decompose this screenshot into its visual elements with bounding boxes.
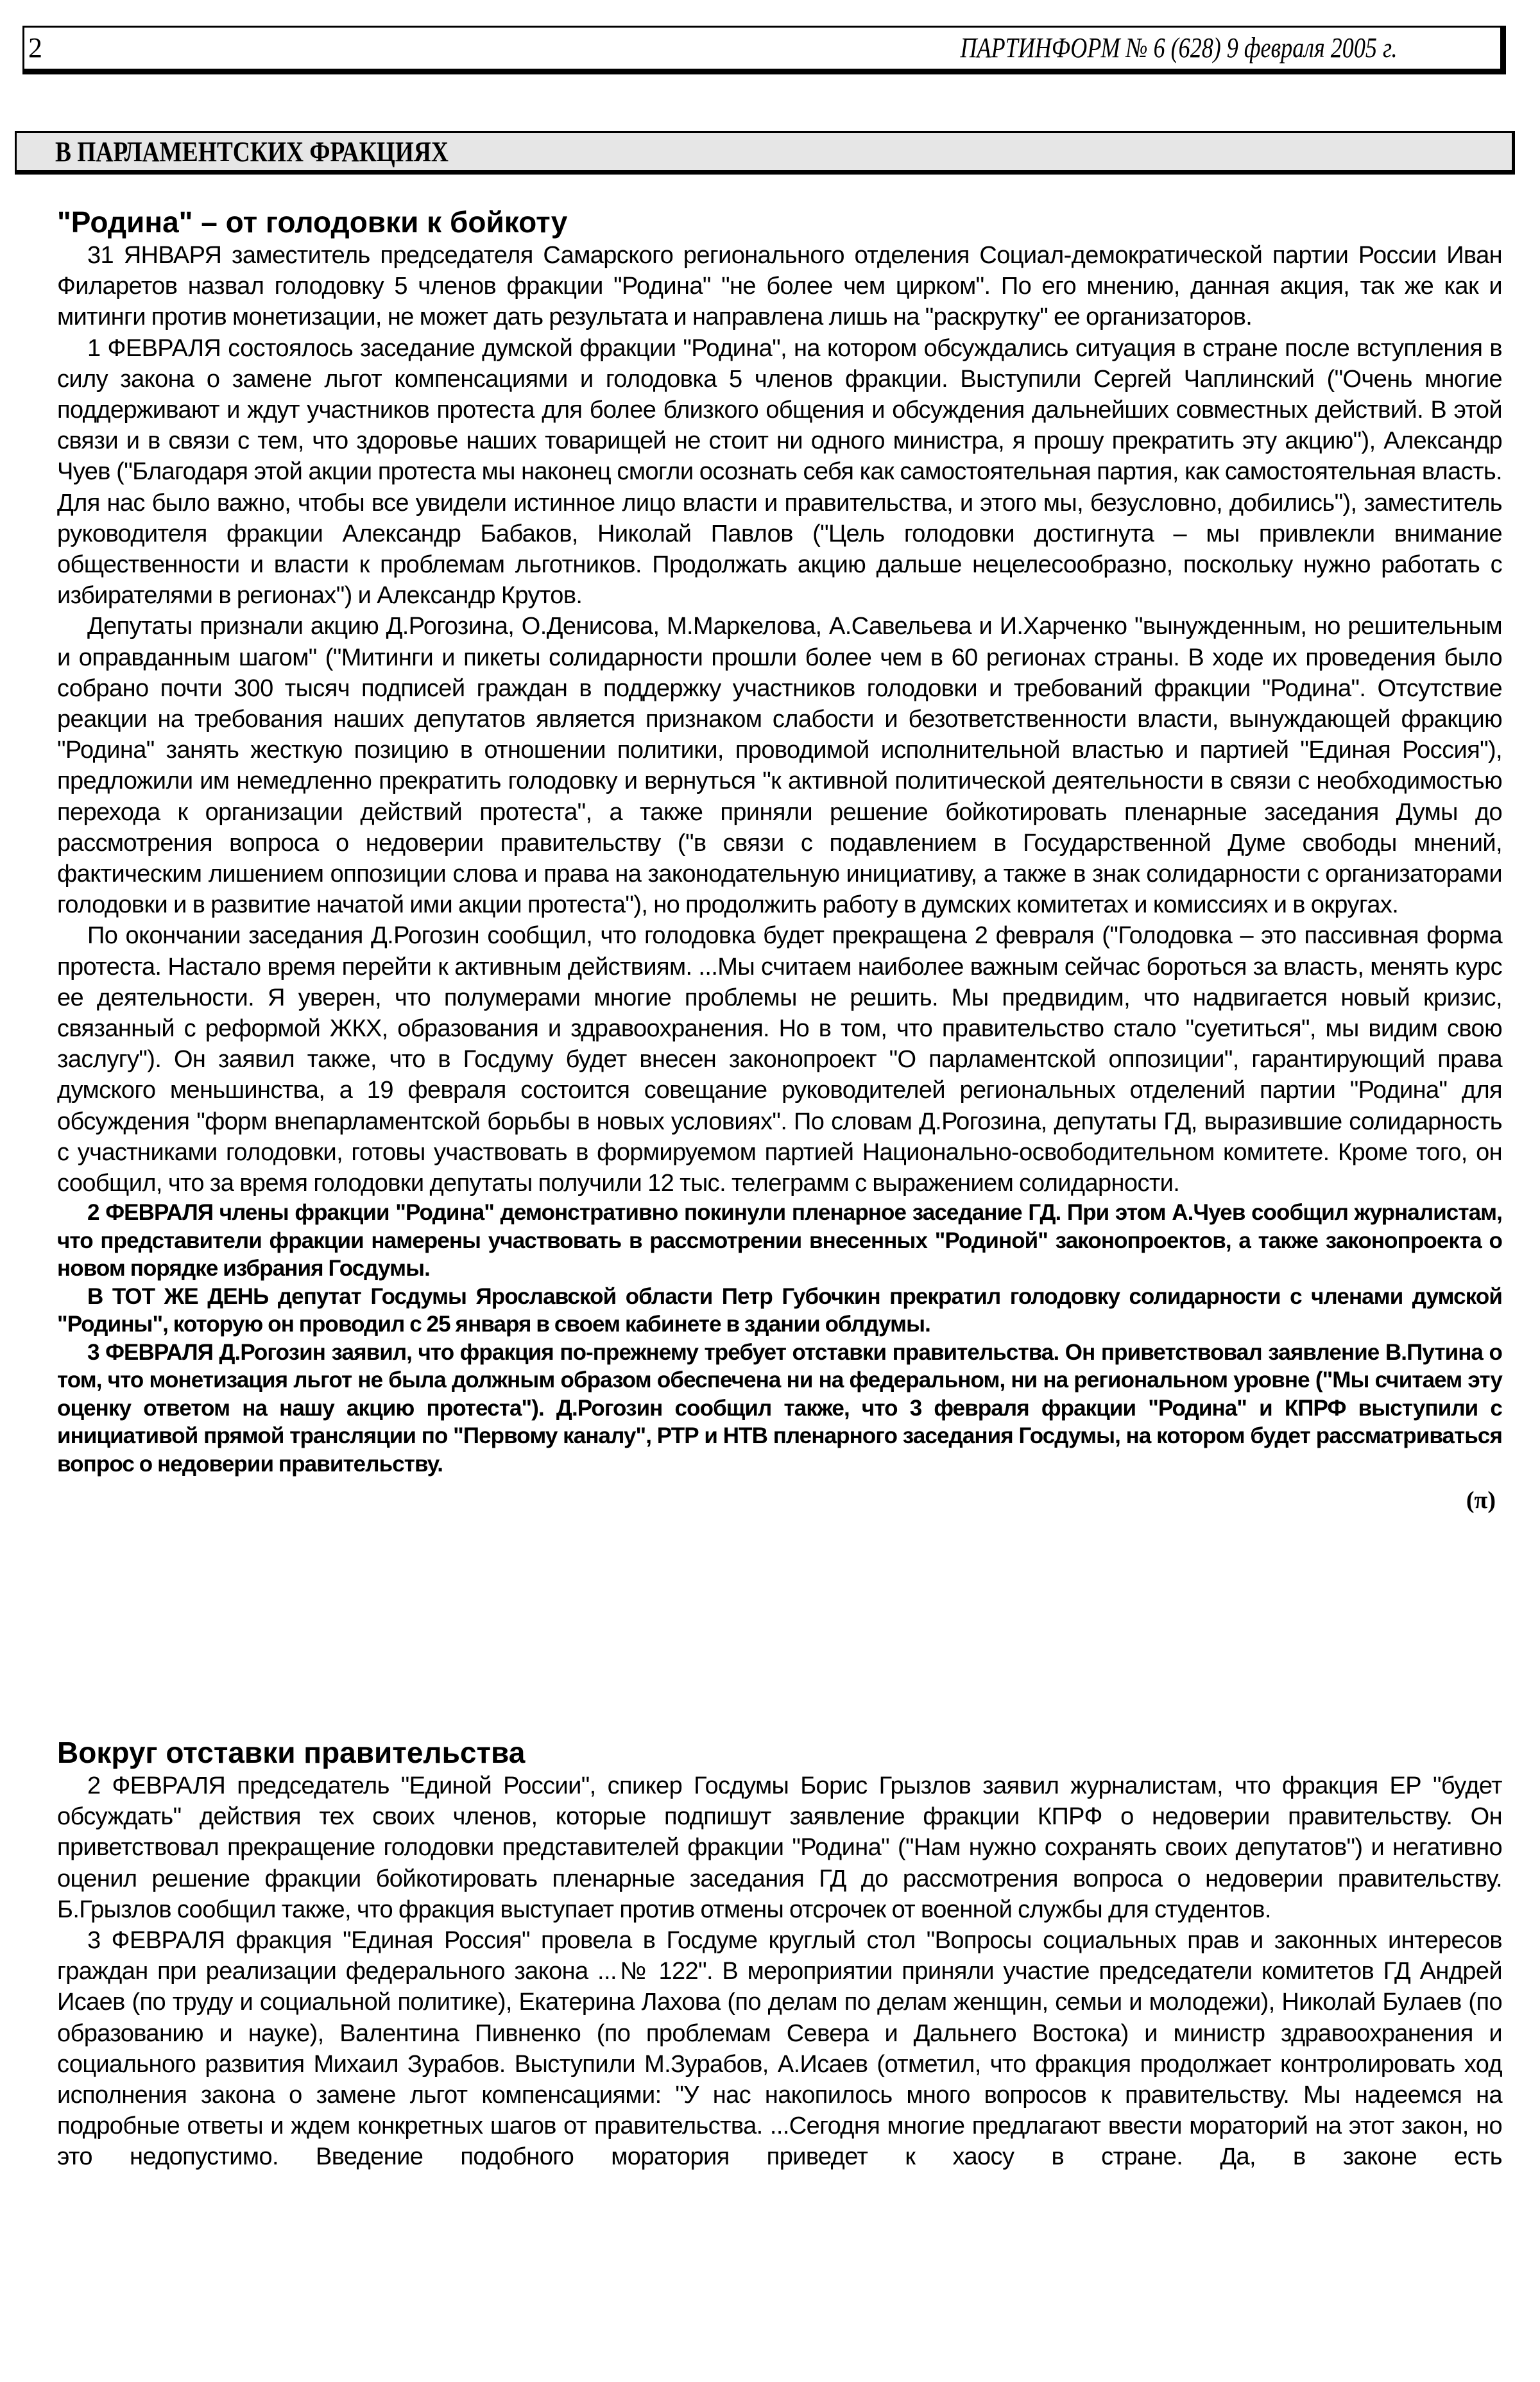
section-bar: [15, 131, 1515, 175]
bold-paragraph: 3 ФЕВРАЛЯ Д.Рогозин заявил, что фракция по-прежнему требует отставки правительства. Он приветствовал заявление В.Путина о том, что монетизация льгот не была должным образом обеспечена ни на федеральном, ни на региональном уровне ("Мы считаем эту оценку ответом на нашу акцию протеста"). Д.Рогозин сообщил также, что 3 февраля фракции "Родина" и КПРФ выступили с инициативой прямой трансляции по "Первому каналу", РТР и НТВ пленарного заседания Госдумы, на котором будет рассматриваться вопрос о недоверии правительству.: [57, 1339, 1502, 1477]
paragraph: Депутаты признали акцию Д.Рогозина, О.Денисова, М.Маркелова, А.Савельева и И.Харченко "вынужденным, но решительным и оправданным шагом" ("Митинги и пикеты солидарности прошли более чем в 60 регионах страны. В ходе их проведения было собрано почти 300 тысяч подписей граждан в поддержку участников голодовки и требований фракции "Родина". Отсутствие реакции на требования наших депутатов является признаком слабости и безответственности власти, вынуждающей фракцию "Родина" занять жесткую позицию в отношении политики, проводимой исполнительной властью и партией "Единая Россия"), предложили им немедленно прекратить голодовку и вернуться "к активной политической деятельности в связи с необходимостью перехода к организации действий протеста", а также приняли решение бойкотировать пленарные заседания Думы до рассмотрения вопроса о недоверии правительству ("в связи с подавлением в Государственной Думе свободы мнений, фактическим лишением оппозиции слова и права на законодательную инициативу, а также в знак солидарности с организаторами голодовки и в развитие начатой ими акции протеста"), но продолжить работу в думских комитетах и комиссиях и в округах.: [57, 613, 1502, 919]
article-government-resignation: [57, 1735, 1502, 2173]
article-rodina: [57, 204, 1502, 1523]
bold-paragraph: В ТОТ ЖЕ ДЕНЬ депутат Госдумы Ярославской области Петр Губочкин прекратил голодовку солидарности с членами думской "Родины", которую он проводил с 25 января в своем кабинете в здании облдумы.: [57, 1283, 1502, 1337]
article-title: Вокруг отставки правительства: [57, 1736, 526, 1769]
paragraph: 2 ФЕВРАЛЯ председатель "Единой России", спикер Госдумы Борис Грызлов заявил журналистам, что фракция ЕР "будет обсуждать" действия тех своих членов, которые подпишут заявление фракции КПРФ о недоверии правительству. Он приветствовал прекращение голодовки представителей фракции "Родина" ("Нам нужно сохранять своих депутатов") и негативно оценил решение фракции бойкотировать пленарные заседания ГД до рассмотрения вопроса о недоверии правительству. Б.Грызлов сообщил также, что фракция выступает против отмены отсрочек от военной службы для студентов.: [57, 1772, 1502, 1923]
page-header: [22, 26, 1506, 74]
author-signature: (π): [1466, 1487, 1496, 1514]
section-title: В ПАРЛАМЕНТСКИХ ФРАКЦИЯХ: [55, 136, 449, 167]
publication-title: ПАРТИНФОРМ № 6 (628) 9 февраля 2005 г.: [960, 32, 1398, 64]
article-title: "Родина" – от голодовки к бойкоту: [57, 205, 568, 239]
paragraph: 3 ФЕВРАЛЯ фракция "Единая Россия" провела в Госдуме круглый стол "Вопросы социальных прав и законных интересов граждан при реализации федерального закона ...№ 122". В мероприятии приняли участие председатели комитетов ГД Андрей Исаев (по труду и социальной политике), Екатерина Лахова (по делам по делам женщин, семьи и молодежи), Николай Булаев (по образованию и науке), Валентина Пивненко (по проблемам Севера и Дальнего Востока) и министр здравоохранения и социального развития Михаил Зурабов. Выступили М.Зурабов, А.Исаев (отметил, что фракция продолжает контролировать ход исполнения закона о замене льгот компенсациями: "У нас накопилось много вопросов к правительству. Мы надеемся на подробные ответы и ждем конкретных шагов от правительства. ...Сегодня многие предлагают ввести мораторий на этот закон, но это недопустимо. Введение подобного моратория приведет к хаосу в стране. Да, в законе есть: [57, 1927, 1502, 2171]
bold-paragraph: 2 ФЕВРАЛЯ члены фракции "Родина" демонстративно покинули пленарное заседание ГД. При этом А.Чуев сообщил журналистам, что представители фракции намерены участвовать в рассмотрении внесенных "Родиной" законопроектов, а также законопроекта о новом порядке избрания Госдумы.: [57, 1200, 1502, 1281]
paragraph: 31 ЯНВАРЯ заместитель председателя Самарского регионального отделения Социал-демократической партии России Иван Филаретов назвал голодовку 5 членов фракции "Родина" "не более чем цирком". По его мнению, данная акция, так же как и митинги против монетизации, не может дать результата и направлена лишь на "раскрутку" ее организаторов.: [57, 242, 1502, 331]
page-number: 2: [28, 32, 42, 64]
paragraph: По окончании заседания Д.Рогозин сообщил, что голодовка будет прекращена 2 февраля ("Голодовка – это пассивная форма протеста. Настало время перейти к активным действиям. ...Мы считаем наиболее важным сейчас бороться за власть, менять курс ее деятельности. Я уверен, что полумерами многие проблемы не решить. Мы предвидим, что надвигается новый кризис, связанный с реформой ЖКХ, образования и здравоохранения. Но в том, что правительство стало "суетиться", мы видим свою заслугу"). Он заявил также, что в Госдуму будет внесен законопроект "О парламентской оппозиции", гарантирующий права думского меньшинства, а 19 февраля состоится совещание руководителей региональных отделений партии "Родина" для обсуждения "форм внепарламентской борьбы в новых условиях". По словам Д.Рогозина, депутаты ГД, выразившие солидарность с участниками голодовки, готовы участвовать в формируемом партией Национально-освободительном комитете. Кроме того, он сообщил, что за время голодовки депутаты получили 12 тыс. телеграмм с выражением солидарности.: [57, 922, 1502, 1197]
paragraph: 1 ФЕВРАЛЯ состоялось заседание думской фракции "Родина", на котором обсуждались ситуация в стране после вступления в силу закона о замене льгот компенсациями и голодовка 5 членов фракции. Выступили Сергей Чаплинский ("Очень многие поддерживают и ждут участников протеста для более близкого общения и обсуждения дальнейших совместных действий. В этой связи и в связи с тем, что здоровье наших товарищей не стоит ни одного министра, я прошу прекратить эту акцию"), Александр Чуев ("Благодаря этой акции протеста мы наконец смогли осознать себя как самостоятельная партия, как самостоятельная власть. Для нас было важно, чтобы все увидели истинное лицо власти и правительства, и этого мы, безусловно, добились"), заместитель руководителя фракции Александр Бабаков, Николай Павлов ("Цель голодовки достигнута – мы привлекли внимание общественности и власти к проблемам льготников. Продолжать акцию дальше нецелесообразно, поскольку нужно работать с избирателями в регионах") и Александр Крутов.: [57, 334, 1502, 610]
